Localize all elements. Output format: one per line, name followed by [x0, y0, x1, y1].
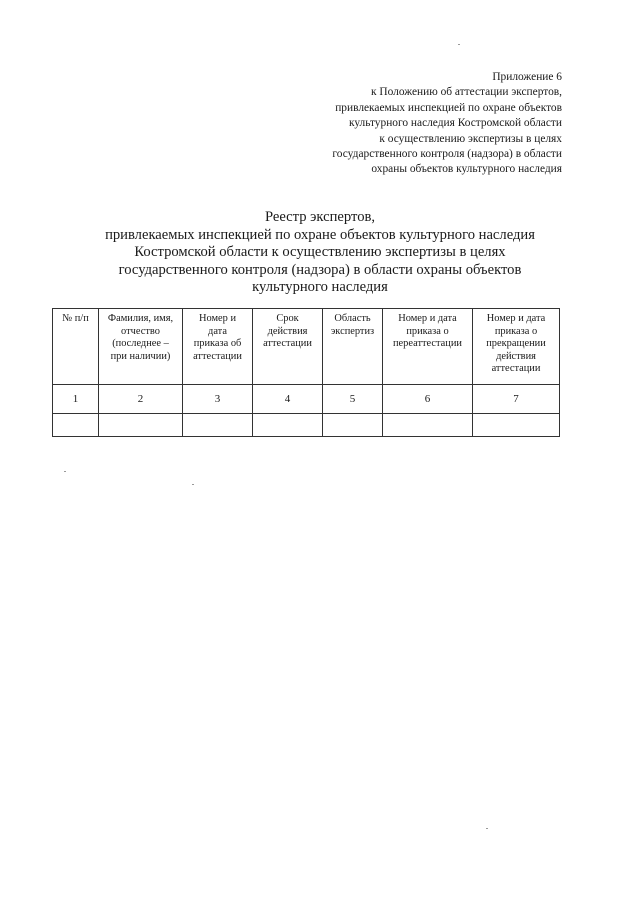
header-line: Номер и дата	[398, 313, 457, 324]
empty-cell	[253, 414, 323, 437]
header-line: аттестации	[263, 338, 312, 350]
header-line: Область	[334, 313, 371, 324]
header-line: дата	[208, 325, 227, 337]
column-number-cell: 7	[473, 385, 560, 414]
scan-speck	[64, 471, 66, 472]
header-cell-full-name	[99, 309, 183, 385]
appendix-line: охраны объектов культурного наследия	[371, 163, 562, 176]
header-line: переаттестации	[393, 338, 462, 350]
title-line: культурного наследия	[252, 279, 388, 296]
scan-speck	[486, 828, 488, 829]
empty-cell	[183, 414, 253, 437]
empty-data-row	[53, 414, 560, 437]
experts-registry-table	[52, 308, 560, 437]
header-cell-expertise-area	[323, 309, 383, 385]
title-line: привлекаемых инспекцией по охране объектов культурного наследия	[105, 226, 535, 243]
header-line: Номер и дата	[486, 313, 546, 324]
empty-cell	[53, 414, 99, 437]
empty-cell	[99, 414, 183, 437]
header-line: действия	[267, 325, 308, 337]
header-line: аттестации	[193, 350, 242, 362]
appendix-line: культурного наследия Костромской области	[348, 117, 562, 130]
header-line: приказа о	[406, 325, 449, 337]
column-number-cell: 2	[99, 385, 183, 414]
appendix-line: к Положению об аттестации экспертов,	[371, 86, 562, 99]
header-line: Срок	[276, 313, 299, 324]
header-cell-attestation-order	[183, 309, 253, 385]
document-title	[70, 209, 570, 297]
appendix-note	[332, 70, 562, 178]
header-line: приказа о	[494, 325, 538, 337]
header-line: действия	[496, 350, 536, 362]
appendix-line: Приложение 6	[492, 71, 562, 83]
header-line: отчество	[121, 325, 160, 337]
title-line: государственного контроля (надзора) в области охраны объектов	[118, 261, 522, 278]
title-line: Костромской области к осуществлению экспертизы в целях	[134, 244, 506, 261]
header-line: аттестации	[491, 363, 541, 375]
title-line: Реестр экспертов,	[264, 209, 376, 225]
column-number-cell: 1	[53, 385, 99, 414]
empty-cell	[473, 414, 560, 437]
column-number-cell: 6	[383, 385, 473, 414]
appendix-line: к осуществлению экспертизы в целях	[379, 132, 562, 145]
scan-speck	[192, 484, 194, 485]
header-cell-termination-order	[473, 309, 560, 385]
header-cell-number	[53, 309, 99, 385]
table-header-row	[53, 309, 560, 385]
empty-cell	[383, 414, 473, 437]
header-line: Фамилия, имя,	[107, 313, 174, 324]
header-line: приказа об	[193, 338, 242, 350]
column-number-row	[53, 385, 560, 414]
header-line: Номер и	[198, 313, 237, 324]
header-line: экспертиз	[330, 325, 375, 337]
scan-speck	[458, 44, 460, 45]
header-line: прекращении	[486, 338, 546, 350]
appendix-line: государственного контроля (надзора) в области	[332, 148, 562, 161]
appendix-line: привлекаемых инспекцией по охране объектов	[335, 101, 562, 114]
empty-cell	[323, 414, 383, 437]
header-cell-reattestation-order	[383, 309, 473, 385]
column-number-cell: 4	[253, 385, 323, 414]
header-line: (последнее –	[112, 338, 169, 350]
header-line: при наличии)	[110, 350, 171, 362]
header-cell-validity-period	[253, 309, 323, 385]
column-number-cell: 3	[183, 385, 253, 414]
column-number-cell: 5	[323, 385, 383, 414]
header-line: № п/п	[62, 313, 89, 324]
